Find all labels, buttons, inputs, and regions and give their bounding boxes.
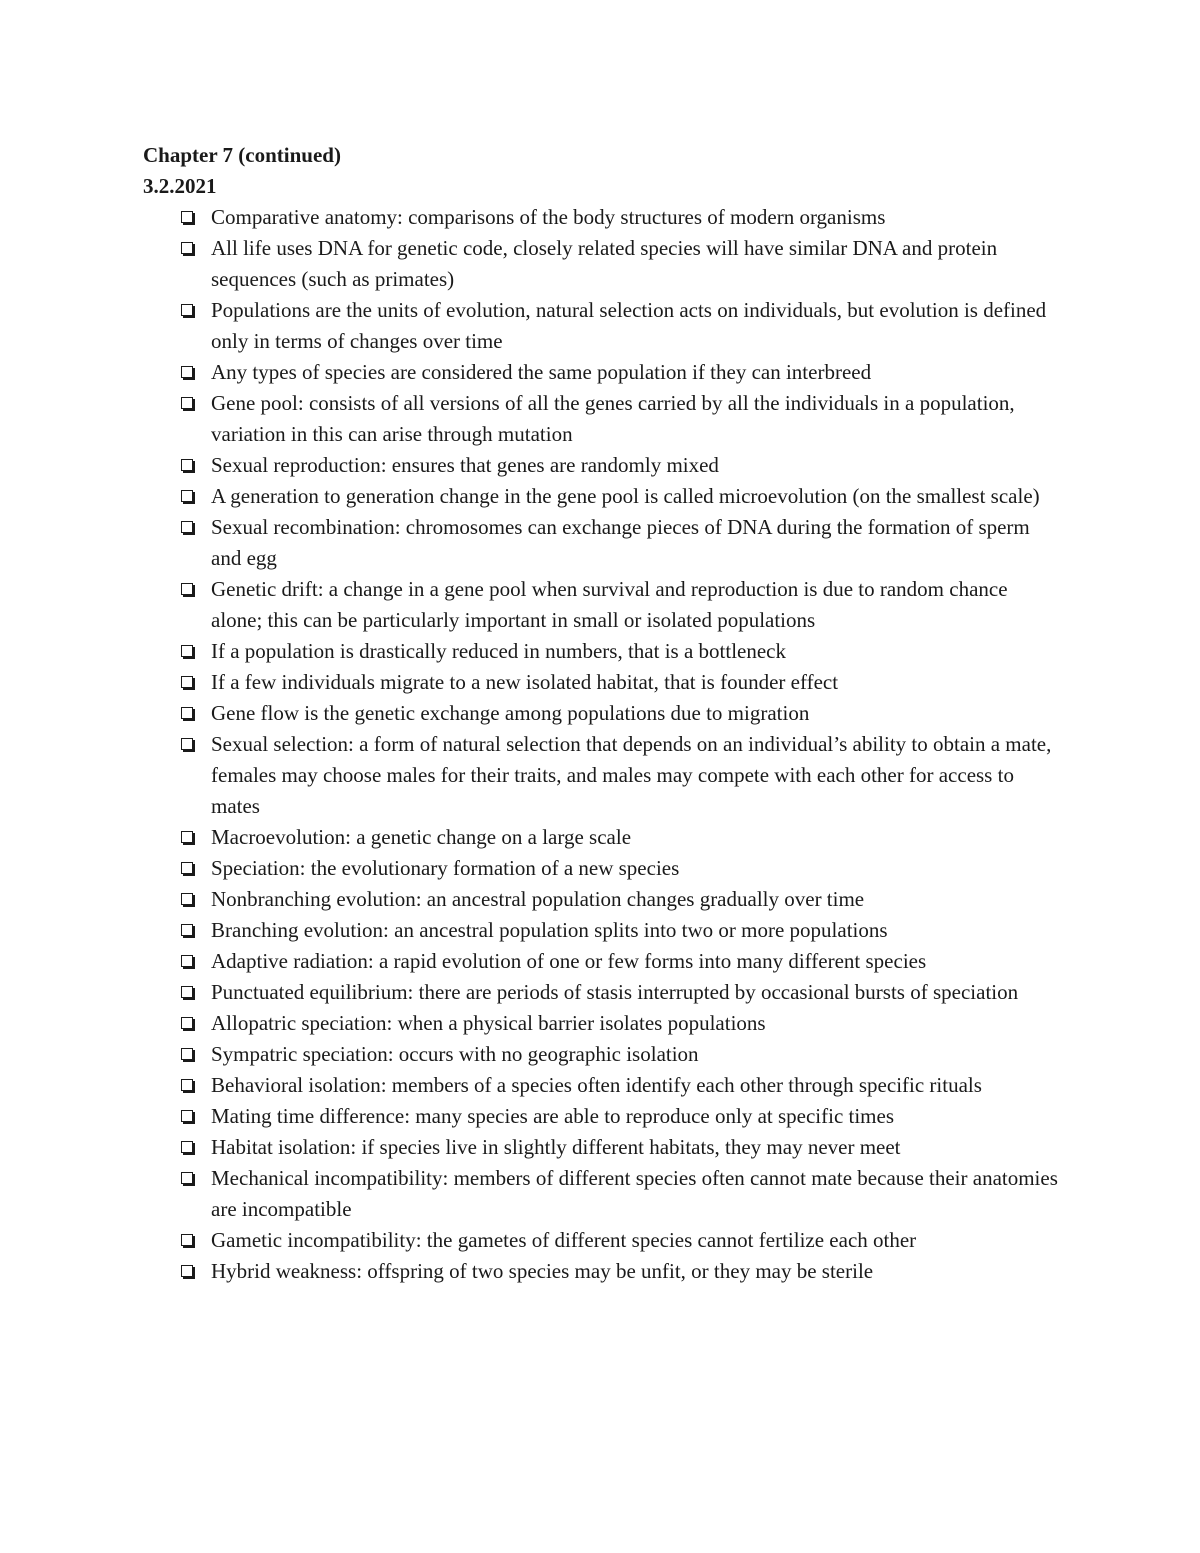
checkbox-bullet-icon [181, 707, 193, 719]
checkbox-bullet-icon [181, 583, 193, 595]
list-item-text: If a few individuals migrate to a new isolated habitat, that is founder effect [211, 670, 839, 694]
checkbox-bullet-icon [181, 924, 193, 936]
list-item-text: Behavioral isolation: members of a species often identify each other through specific rituals [211, 1073, 982, 1097]
list-item-text: Nonbranching evolution: an ancestral population changes gradually over time [211, 887, 865, 911]
list-item [178, 388, 1058, 450]
list-item [178, 1039, 1058, 1070]
checkbox-bullet-icon [181, 986, 193, 998]
list-item-text: Branching evolution: an ancestral population splits into two or more populations [211, 918, 888, 942]
list-item [178, 977, 1058, 1008]
checkbox-bullet-icon [181, 366, 193, 378]
list-item [178, 915, 1058, 946]
notes-list [178, 202, 1058, 1287]
checkbox-bullet-icon [181, 211, 193, 223]
checkbox-bullet-icon [181, 304, 193, 316]
list-item [178, 884, 1058, 915]
list-item [178, 481, 1058, 512]
list-item-text: Sexual reproduction: ensures that genes are randomly mixed [211, 453, 719, 477]
list-item-text: Hybrid weakness: offspring of two species may be unfit, or they may be sterile [211, 1259, 874, 1283]
list-item-text: Sympatric speciation: occurs with no geographic isolation [211, 1042, 699, 1066]
list-item [178, 357, 1058, 388]
checkbox-bullet-icon [181, 831, 193, 843]
page-title: Chapter 7 (continued) [143, 143, 341, 167]
list-item [178, 1225, 1058, 1256]
checkbox-bullet-icon [181, 1234, 193, 1246]
list-item-text: Sexual recombination: chromosomes can exchange pieces of DNA during the formation of sperm and egg [211, 515, 1030, 570]
list-item-text: Mating time difference: many species are able to reproduce only at specific times [211, 1104, 895, 1128]
checkbox-bullet-icon [181, 1265, 193, 1277]
list-item [178, 202, 1058, 233]
list-item-text: Habitat isolation: if species live in slightly different habitats, they may never meet [211, 1135, 901, 1159]
checkbox-bullet-icon [181, 1048, 193, 1060]
list-item [178, 295, 1058, 357]
list-item [178, 822, 1058, 853]
list-item [178, 512, 1058, 574]
list-item-text: Allopatric speciation: when a physical barrier isolates populations [211, 1011, 766, 1035]
checkbox-bullet-icon [181, 1172, 193, 1184]
list-item [178, 1256, 1058, 1287]
list-item-text: If a population is drastically reduced in numbers, that is a bottleneck [211, 639, 786, 663]
list-item [178, 1132, 1058, 1163]
list-item-text: All life uses DNA for genetic code, closely related species will have similar DNA and protein sequences (such as primates) [211, 236, 998, 291]
list-item [178, 450, 1058, 481]
list-item [178, 698, 1058, 729]
list-item-text: Genetic drift: a change in a gene pool when survival and reproduction is due to random chance alone; this can be particularly important in small or isolated populations [211, 577, 1008, 632]
checkbox-bullet-icon [181, 459, 193, 471]
list-item [178, 853, 1058, 884]
list-item-text: A generation to generation change in the gene pool is called microevolution (on the smallest scale) [211, 484, 1040, 508]
list-item-text: Gametic incompatibility: the gametes of different species cannot fertilize each other [211, 1228, 917, 1252]
list-item-text: Comparative anatomy: comparisons of the body structures of modern organisms [211, 205, 886, 229]
checkbox-bullet-icon [181, 397, 193, 409]
list-item [178, 636, 1058, 667]
list-item-text: Adaptive radiation: a rapid evolution of one or few forms into many different species [211, 949, 927, 973]
date-heading: 3.2.2021 [143, 174, 217, 198]
checkbox-bullet-icon [181, 1079, 193, 1091]
list-item-text: Speciation: the evolutionary formation of a new species [211, 856, 680, 880]
list-item-text: Macroevolution: a genetic change on a large scale [211, 825, 632, 849]
checkbox-bullet-icon [181, 738, 193, 750]
checkbox-bullet-icon [181, 893, 193, 905]
list-item [178, 1008, 1058, 1039]
checkbox-bullet-icon [181, 1017, 193, 1029]
list-item [178, 1163, 1058, 1225]
checkbox-bullet-icon [181, 490, 193, 502]
list-item [178, 946, 1058, 977]
checkbox-bullet-icon [181, 1141, 193, 1153]
checkbox-bullet-icon [181, 645, 193, 657]
list-item [178, 233, 1058, 295]
checkbox-bullet-icon [181, 955, 193, 967]
list-item-text: Gene flow is the genetic exchange among populations due to migration [211, 701, 810, 725]
list-item-text: Sexual selection: a form of natural selection that depends on an individual’s ability to obtain a mate, females may choose males for their traits, and males may compete with each other for access to mates [211, 732, 1052, 818]
list-item [178, 1070, 1058, 1101]
checkbox-bullet-icon [181, 242, 193, 254]
list-item-text: Populations are the units of evolution, natural selection acts on individuals, but evolution is defined only in terms of changes over time [211, 298, 1047, 353]
checkbox-bullet-icon [181, 1110, 193, 1122]
list-item-text: Gene pool: consists of all versions of all the genes carried by all the individuals in a population, variation in this can arise through mutation [211, 391, 1015, 446]
list-item [178, 667, 1058, 698]
list-item [178, 1101, 1058, 1132]
list-item-text: Mechanical incompatibility: members of different species often cannot mate because their anatomies are incompatible [211, 1166, 1058, 1221]
list-item-text: Punctuated equilibrium: there are periods of stasis interrupted by occasional bursts of speciation [211, 980, 1019, 1004]
list-item-text: Any types of species are considered the same population if they can interbreed [211, 360, 872, 384]
checkbox-bullet-icon [181, 862, 193, 874]
list-item [178, 729, 1058, 822]
checkbox-bullet-icon [181, 676, 193, 688]
list-item [178, 574, 1058, 636]
checkbox-bullet-icon [181, 521, 193, 533]
